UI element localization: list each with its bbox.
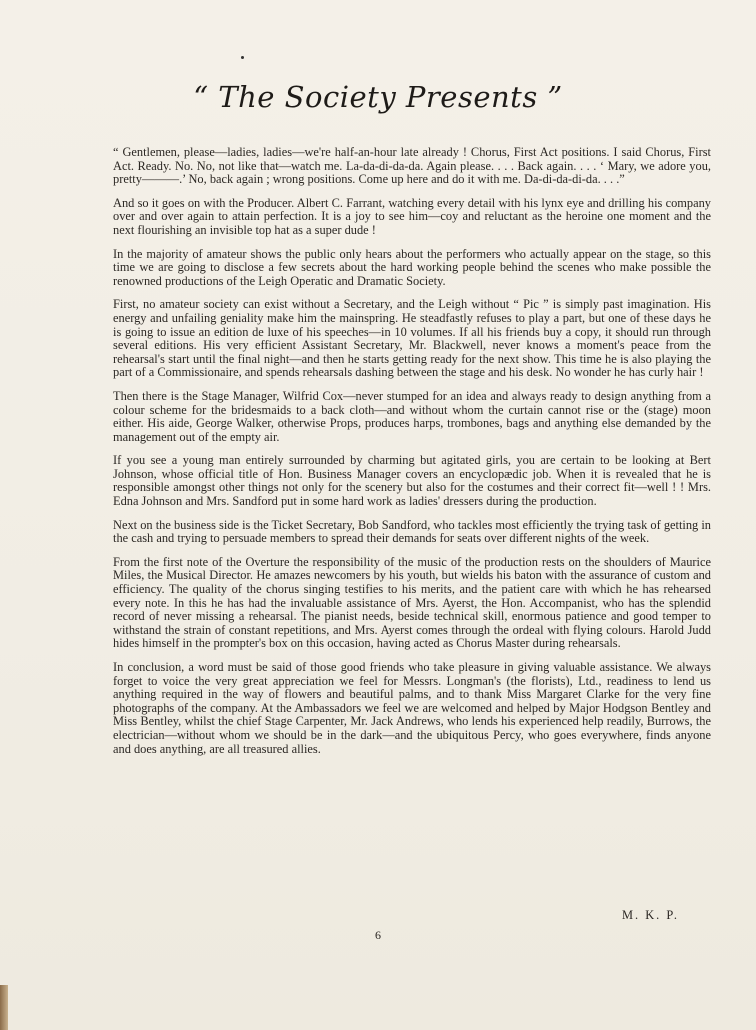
binding-edge [0,985,8,1030]
paragraph: Then there is the Stage Manager, Wilfrid Cox—never stumped for an idea and always ready to design anything from a colour scheme for the bridesmaids to a back cloth—and without whom the curtain cannot rise or the (stage) moon either. His aide, George Walker, otherwise Props, produces harps, trombones, bags and anything else demanded by the management out of the empty air. [113,388,711,444]
ink-speck [241,56,244,59]
paragraph: Next on the business side is the Ticket Secretary, Bob Sandford, who tackles most efficiently the trying task of getting in the cash and trying to persuade members to spread their demands for seats over different nights of the week. [113,517,711,546]
article-body [113,146,711,766]
author-signature: M. K. P. [622,908,679,922]
paragraph: And so it goes on with the Producer. Albert C. Farrant, watching every detail with his lynx eye and drilling his company over and over again to attain perfection. It is a joy to see him—coy and reluctant as the heroine one moment and the next flourishing an invisible top hat as a super dude ! [113,195,711,237]
paragraph: In conclusion, a word must be said of those good friends who take pleasure in giving valuable assistance. We always forget to voice the very great appreciation we feel for Messrs. Longman's (the florists), Ltd., readiness to lend us anything required in the way of flowers and beautiful palms, and to thank Miss Margaret Clarke for the very fine photographs of the company. At the Ambassadors we feel we are welcomed and helped by Major Hodgson Bentley and Miss Bentley, whilst the chief Stage Carpenter, Mr. Jack Andrews, who lends his experienced help readily, Burrows, the electrician—without whom we should be in the dark—and the ubiquitous Percy, who goes everywhere, finds anyone and does anything, are all treasured allies. [113,660,711,756]
paragraph: From the first note of the Overture the responsibility of the music of the production rests on the shoulders of Maurice Miles, the Musical Director. He amazes newcomers by his youth, but wields his baton with the assurance of custom and efficiency. The quality of the chorus singing testifies to his merits, and the patient care with which he has rehearsed every note. In this he has had the invaluable assistance of Mrs. Ayerst, the Hon. Accompanist, who has the splendid record of never missing a rehearsal. The pianist needs, beside technical skill, enormous patience and good temper to withstand the strain of constant repetitions, and Mrs. Ayerst comes through the ordeal with flying colours. Harold Judd hides himself in the prompter's box on this occasion, having acted as Chorus Master during rehearsals. [113,554,711,651]
page-number: 6 [375,928,381,942]
paragraph: In the majority of amateur shows the public only hears about the performers who actually appear on the stage, so this time we are going to disclose a few secrets about the hard working people behind the scenes who make possible the renowned productions of the Leigh Operatic and Dramatic Society. [113,246,711,288]
paragraph: If you see a young man entirely surrounded by charming but agitated girls, you are certain to be looking at Bert Johnson, whose official title of Hon. Business Manager covers an encyclopædic job. When it is revealed that he is responsible amongst other things not only for the scenery but also for the costumes and their correct fit—well ! ! Mrs. Edna Johnson and Mrs. Sandford put in some hard work as ladies' dressers during the production. [113,453,711,509]
paragraph: “ Gentlemen, please—ladies, ladies—we're half-an-hour late already ! Chorus, First Act positions. I said Chorus, First Act. Ready. No. No, not like that—watch me. La-da-di-da-da. Again please. . . . Back again. . . . ‘ Mary, we adore you, pretty———.’ No, back again ; wrong positions. Come up here and do it with me. Da-di-da-di-da. . . .” [113,145,711,187]
paragraph: First, no amateur society can exist without a Secretary, and the Leigh without “ Pic ” is simply past imagination. His energy and unfailing geniality make him the mainspring. He steadfastly refuses to play a part, but one of these days he is going to issue an edition de luxe of his speeches—in 10 volumes. If all his friends buy a copy, it should run through several editions. His very efficient Assistant Secretary, Mr. Blackwell, never knows a moment's peace from the rehearsal's start until the final night—and then he starts getting ready for the next show. This time he is also playing the part of a Commissionaire, and spends rehearsals dashing between the stage and his desk. No wonder he has curly hair ! [113,297,711,380]
page-title: “ The Society Presents ” [193,80,563,114]
